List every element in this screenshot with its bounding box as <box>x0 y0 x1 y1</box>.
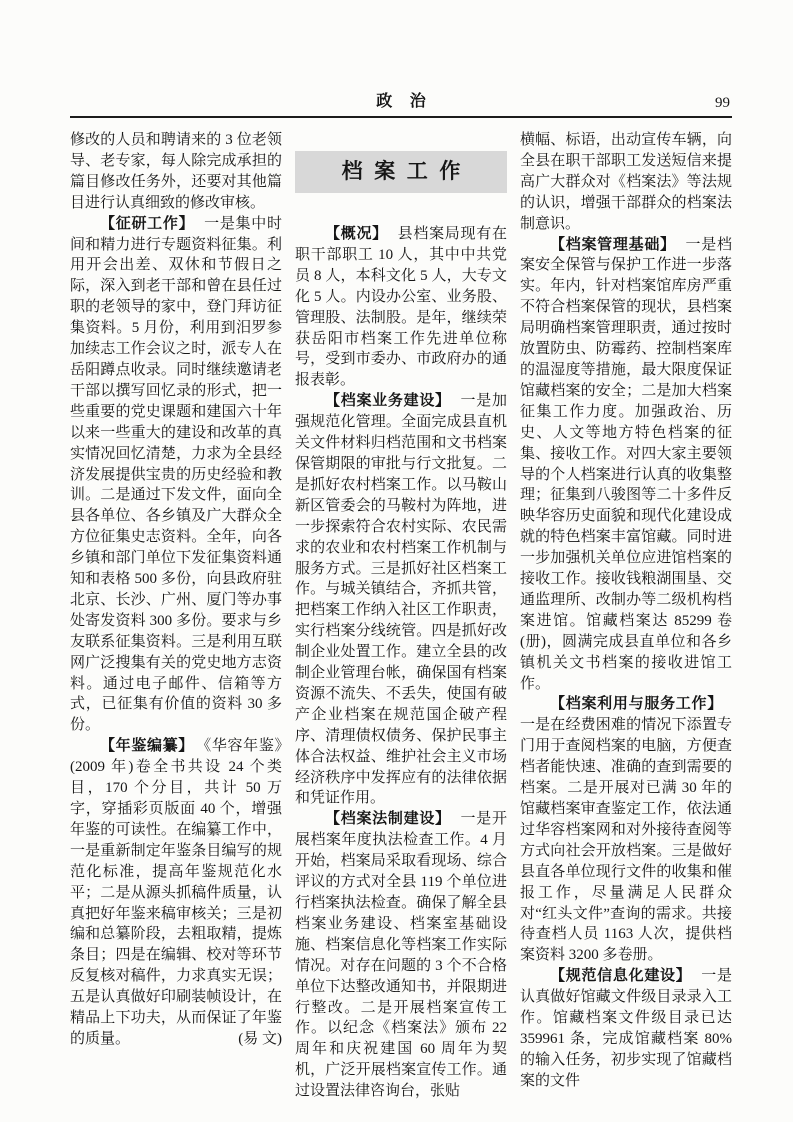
paragraph <box>520 235 732 695</box>
paragraph-text: 一是在经费困难的情况下添置专门用于查阅档案的电脑，方便查档者能快速、准确的查到需要的档案。二是开展对已满 30 年的馆藏档案审查鉴定工作，依法通过华容档案网和对外接待查阅等方式向社会开放档案。三是做好县直各单位现行文件的收集和催报工作，尽量满足人民群众对“红头文件”查询的需求。共接待查档人员 1163 人次，提供档案资料 3200 多卷册。 <box>520 717 732 964</box>
column-left <box>70 130 282 1102</box>
paragraph <box>70 736 282 1050</box>
paragraph-head: 【规范信息化建设】 <box>550 967 692 985</box>
section-running-title: 政治 <box>376 93 444 110</box>
paragraph <box>70 130 282 214</box>
paragraph-text: 一是开展档案年度执法检查工作。4 月开始，档案局采取看现场、综合评议的方式对全县 119 个单位进行档案执法检查。确保了解全县档案业务建设、档案室基础设施、档案信息化等档案工作实际情况。对存在问题的 3 个不合格单位下达整改通知书，并限期进行整改。二是开展档案宣传工作。以纪念《档案法》颁布 22 周年和庆祝建国 60 周年为契机，广泛开展档案宣传工作。通过设置法律咨询台，张贴 <box>295 811 507 1100</box>
paragraph <box>520 694 732 966</box>
paragraph-text: 一是集中时间和精力进行专题资料征集。利用开会出差、双休和节假日之际，深入到老干部和曾在县任过职的老领导的家中，登门拜访征集资料。5 月份，利用到汨罗参加续志工作会议之时，派专人在岳阳蹲点收录。同时继续邀请老干部以撰写回忆录的形式，把一些重要的党史课题和建国六十年以来一些重大的建设和改革的真实情况回忆清楚，力求为全县经济发展提供宝贵的历史经验和教训。二是通过下发文件，面向全县各单位、各乡镇及广大群众全方位征集史志资料。全年，向各乡镇和部门单位下发征集资料通知和表格 500 多份，向县政府驻北京、长沙、广州、厦门等办事处寄发资料 300 多份。要求与乡友联系征集资料。三是利用互联网广泛搜集有关的党史地方志资料。通过电子邮件、信箱等方式，已征集有价值的资料 30 多份。 <box>70 215 282 734</box>
paragraph <box>520 130 732 235</box>
paragraph-text: 修改的人员和聘请来的 3 位老领导、老专家，每人除完成承担的篇目修改任务外，还要对其他篇目进行认真细致的修改审核。 <box>70 132 282 211</box>
section-title-box <box>295 151 507 193</box>
paragraph-head: 【年鉴编纂】 <box>100 737 194 755</box>
text-columns <box>70 130 732 1102</box>
paragraph-head: 【档案利用与服务工作】 <box>550 695 723 713</box>
paragraph-head: 【概况】 <box>325 225 388 242</box>
paragraph <box>295 391 507 809</box>
paragraph-head: 【档案法制建设】 <box>325 810 451 828</box>
paragraph-head: 【档案业务建设】 <box>325 392 451 410</box>
column-middle <box>295 130 507 1102</box>
page-header <box>70 86 732 118</box>
paragraph <box>295 809 507 1102</box>
paragraph-text: 一是档案安全保管与保护工作进一步落实。年内，针对档案馆库房严重不符合档案保管的现状，县档案局明确档案管理职责，通过按时放置防虫、防霉药、控制档案库的温湿度等措施，最大限度保证馆藏档案的安全；二是加大档案征集工作力度。加强政治、历史、人文等地方特色档案的征集、接收工作。对四大家主要领导的个人档案进行认真的收集整理；征集到八骏图等二十多件反映华容历史面貌和现代化建设成就的特色档案丰富馆藏。同时进一步加强机关单位应进馆档案的接收工作。接收钱粮湖围垦、交通监理所、改制办等二级机构档案进馆。馆藏档案达 85299 卷(册)，圆满完成县直单位和各乡镇机关文书档案的接收进馆工作。 <box>520 236 732 692</box>
paragraph-text: 横幅、标语，出动宣传车辆，向全县在职干部职工发送短信来提高广大群众对《档案法》等法规的认识，增强干部群众的档案法制意识。 <box>520 132 732 232</box>
page-number: 99 <box>715 95 730 111</box>
paragraph-text: 一是加强规范化管理。全面完成县直机关文件材料归档范围和文书档案保管期限的审批与行文批复。二是抓好农村档案工作。以马鞍山新区管委会的马鞍村为阵地，进一步探索符合农村实际、农民需求的农业和农村档案工作机制与服务方式。三是抓好社区档案工作。与城关镇结合，齐抓共管，把档案工作纳入社区工作职责，实行档案分线统管。四是抓好改制企业处置工作。建立全县的改制企业管理台帐，确保国有档案资源不流失、不丢失，使国有破产企业档案在规范国企破产程序、清理债权债务、保护民事主体合法权益、维护社会主义市场经济秩序中发挥应有的法律依据和凭证作用。 <box>295 393 507 807</box>
page-content <box>70 86 732 1102</box>
paragraph <box>520 966 732 1091</box>
section-title: 档案工作 <box>341 160 472 183</box>
author-signature: (易 文) <box>238 1030 282 1047</box>
paragraph-text: 县档案局现有在职干部职工 10 人，其中中共党员 8 人，本科文化 5 人，大专文化 5 人。内设办公室、业务股、管理股、法制股。是年，继续荣获岳阳市档案工作先进单位称号，受到市委办、市政府办的通报表彰。 <box>295 226 507 389</box>
paragraph-head: 【征研工作】 <box>100 214 195 232</box>
paragraph <box>295 224 507 391</box>
paragraph-head: 【档案管理基础】 <box>550 235 676 253</box>
column-right <box>520 130 732 1102</box>
paragraph-text: 《华容年鉴》(2009 年)卷全书共设 24 个类目，170 个分目，共计 50 万字，穿插彩页版面 40 个，增强年鉴的可读性。在编纂工作中，一是重新制定年鉴条目编写的规范化标准，提高年鉴规范化水平；二是从源头抓稿件质量，认真把好年鉴来稿审核关；三是初编和总纂阶段，去粗取精，提炼条目；四是在编辑、校对等环节反复核对稿件，力求真实无误；五是认真做好印刷装帧设计，在精品上下功夫，从而保证了年鉴的质量。 <box>70 738 282 1047</box>
paragraph-text: 一是认真做好馆藏文件级目录录入工作。馆藏档案文件级目录已达 359961 条，完成馆藏档案 80%的输入任务，初步实现了馆藏档案的文件 <box>520 968 732 1089</box>
paragraph <box>70 214 282 737</box>
